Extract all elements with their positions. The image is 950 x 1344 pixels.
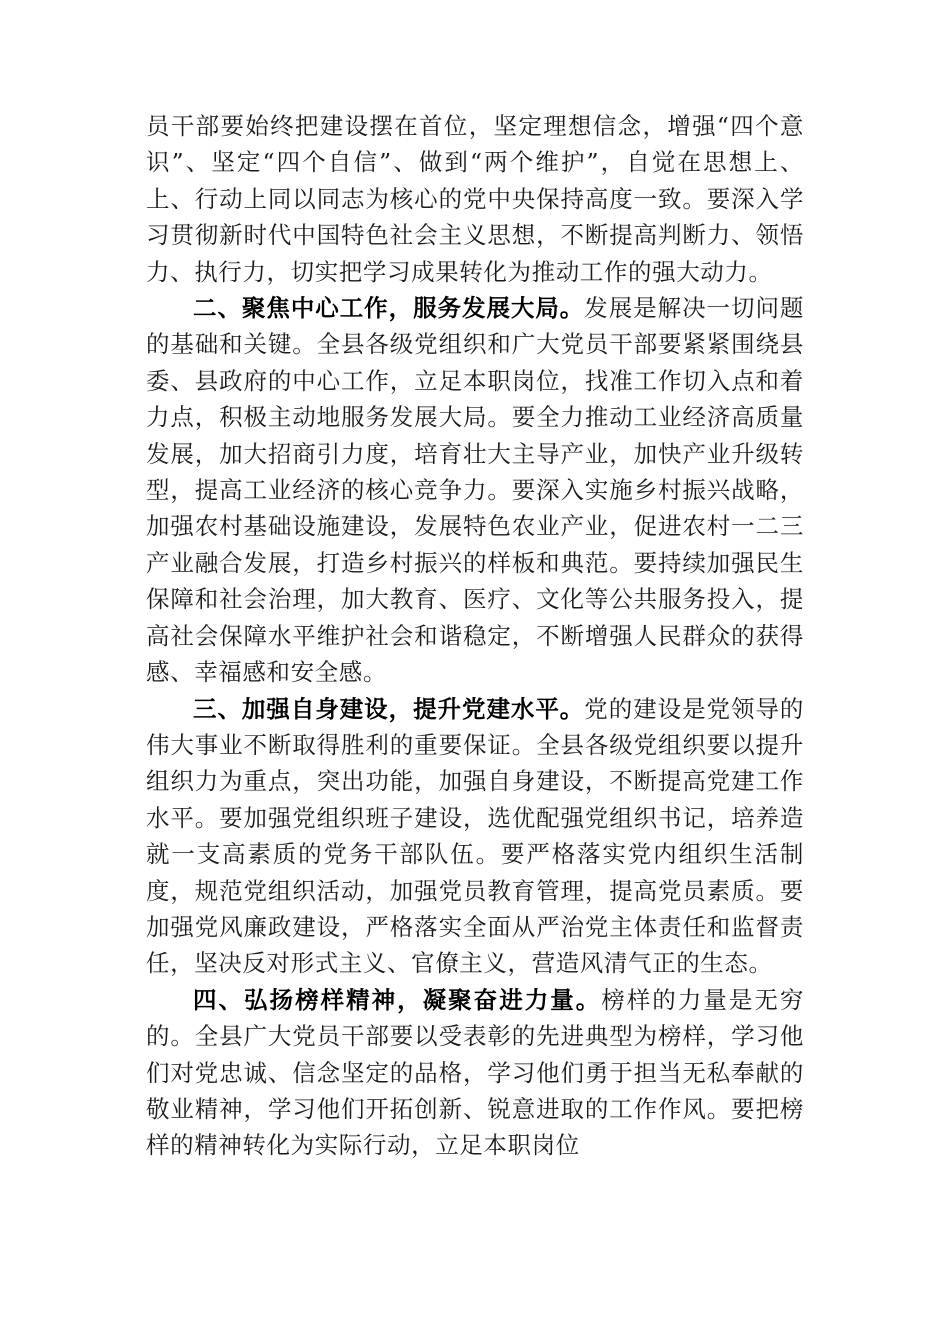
paragraph-4 <box>146 982 804 1164</box>
paragraph-3-heading: 三、加强自身建设，提升党建水平。 <box>193 694 585 723</box>
paragraph-1 <box>146 108 804 290</box>
paragraph-4-heading: 四、弘扬榜样精神，凝聚奋进力量。 <box>193 985 602 1014</box>
paragraph-2 <box>146 290 804 690</box>
paragraph-4-body: 榜样的力量是无穷的。全县广大党员干部要以受表彰的先进典型为榜样，学习他们对党忠诚、信念坚定的品格，学习他们勇于担当无私奉献的敬业精神，学习他们开拓创新、锐意进取的工作作风。要把榜样的精神转化为实际行动，立足本职岗位 <box>146 985 804 1160</box>
paragraph-3 <box>146 691 804 982</box>
paragraph-2-heading: 二、聚焦中心工作，服务发展大局。 <box>193 294 585 323</box>
document-page <box>146 108 804 1164</box>
paragraph-1-body: 员干部要始终把建设摆在首位，坚定理想信念，增强“四个意识”、坚定“四个自信”、做到“两个维护”，自觉在思想上、上、行动上同以同志为核心的党中央保持高度一致。要深入学习贯彻新时代中国特色社会主义思想，不断提高判断力、领悟力、执行力，切实把学习成果转化为推动工作的强大动力。 <box>146 112 804 286</box>
paragraph-3-body: 党的建设是党领导的伟大事业不断取得胜利的重要保证。全县各级党组织要以提升组织力为重点，突出功能，加强自身建设，不断提高党建工作水平。要加强党组织班子建设，选优配强党组织书记，培养造就一支高素质的党务干部队伍。要严格落实党内组织生活制度，规范党组织活动，加强党员教育管理，提高党员素质。要加强党风廉政建设，严格落实全面从严治党主体责任和监督责任，坚决反对形式主义、官僚主义，营造风清气正的生态。 <box>146 694 804 978</box>
paragraph-2-body: 发展是解决一切问题的基础和关键。全县各级党组织和广大党员干部要紧紧围绕县委、县政府的中心工作，立足本职岗位，找准工作切入点和着力点，积极主动地服务发展大局。要全力推动工业经济高质量发展，加大招商引力度，培育壮大主导产业，加快产业升级转型，提高工业经济的核心竞争力。要深入实施乡村振兴战略，加强农村基础设施建设，发展特色农业产业，促进农村一二三产业融合发展，打造乡村振兴的样板和典范。要持续加强民生保障和社会治理，加大教育、医疗、文化等公共服务投入，提高社会保障水平维护社会和谐稳定，不断增强人民群众的获得感、幸福感和安全感。 <box>146 294 804 687</box>
